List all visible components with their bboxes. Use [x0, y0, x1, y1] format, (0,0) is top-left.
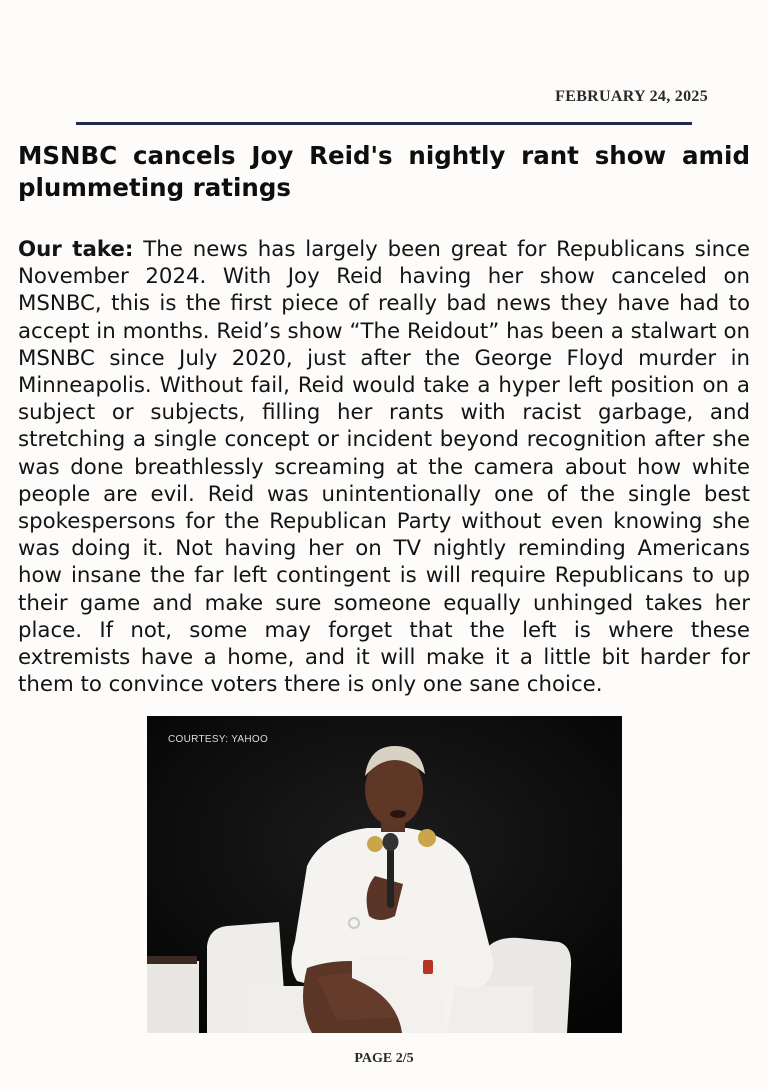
article-photo — [147, 716, 622, 1033]
photo-illustration — [147, 716, 622, 1033]
body-paragraph: The news has largely been great for Republicans since November 2024. With Joy Reid having her show canceled on MSNBC, this is the first piece of really bad news they have had to accept in months. Reid’s show “The Reidout” has been a stalwart on MSNBC since July 2020, just after the George Floyd murder in Minneapolis. Without fail, Reid would take a hyper left position on a subject or subjects, filling her rants with racist garbage, and stretching a single concept or incident beyond recognition after she was done breathlessly screaming at the camera about how white people are evil. Reid was unintentionally one of the single best spokespersons for the Republican Party without even knowing she was doing it. Not having her on TV nightly reminding Americans how insane the far left contingent is will require Republicans to up their game and make sure someone equally unhinged takes her place. If not, some may forget that the left is where these extremists have a home, and it will make it a little bit harder for them to convince voters there is only one sane choice. — [18, 237, 750, 698]
article-body — [18, 236, 750, 698]
article-headline: MSNBC cancels Joy Reid's nightly rant show amid plummeting ratings — [18, 141, 750, 202]
lead-label: Our take: — [18, 237, 134, 262]
photo-credit: COURTESY: YAHOO — [168, 734, 269, 745]
header-divider — [76, 122, 692, 125]
publication-date: FEBRUARY 24, 2025 — [555, 88, 708, 105]
page-number: PAGE 2/5 — [354, 1051, 414, 1066]
